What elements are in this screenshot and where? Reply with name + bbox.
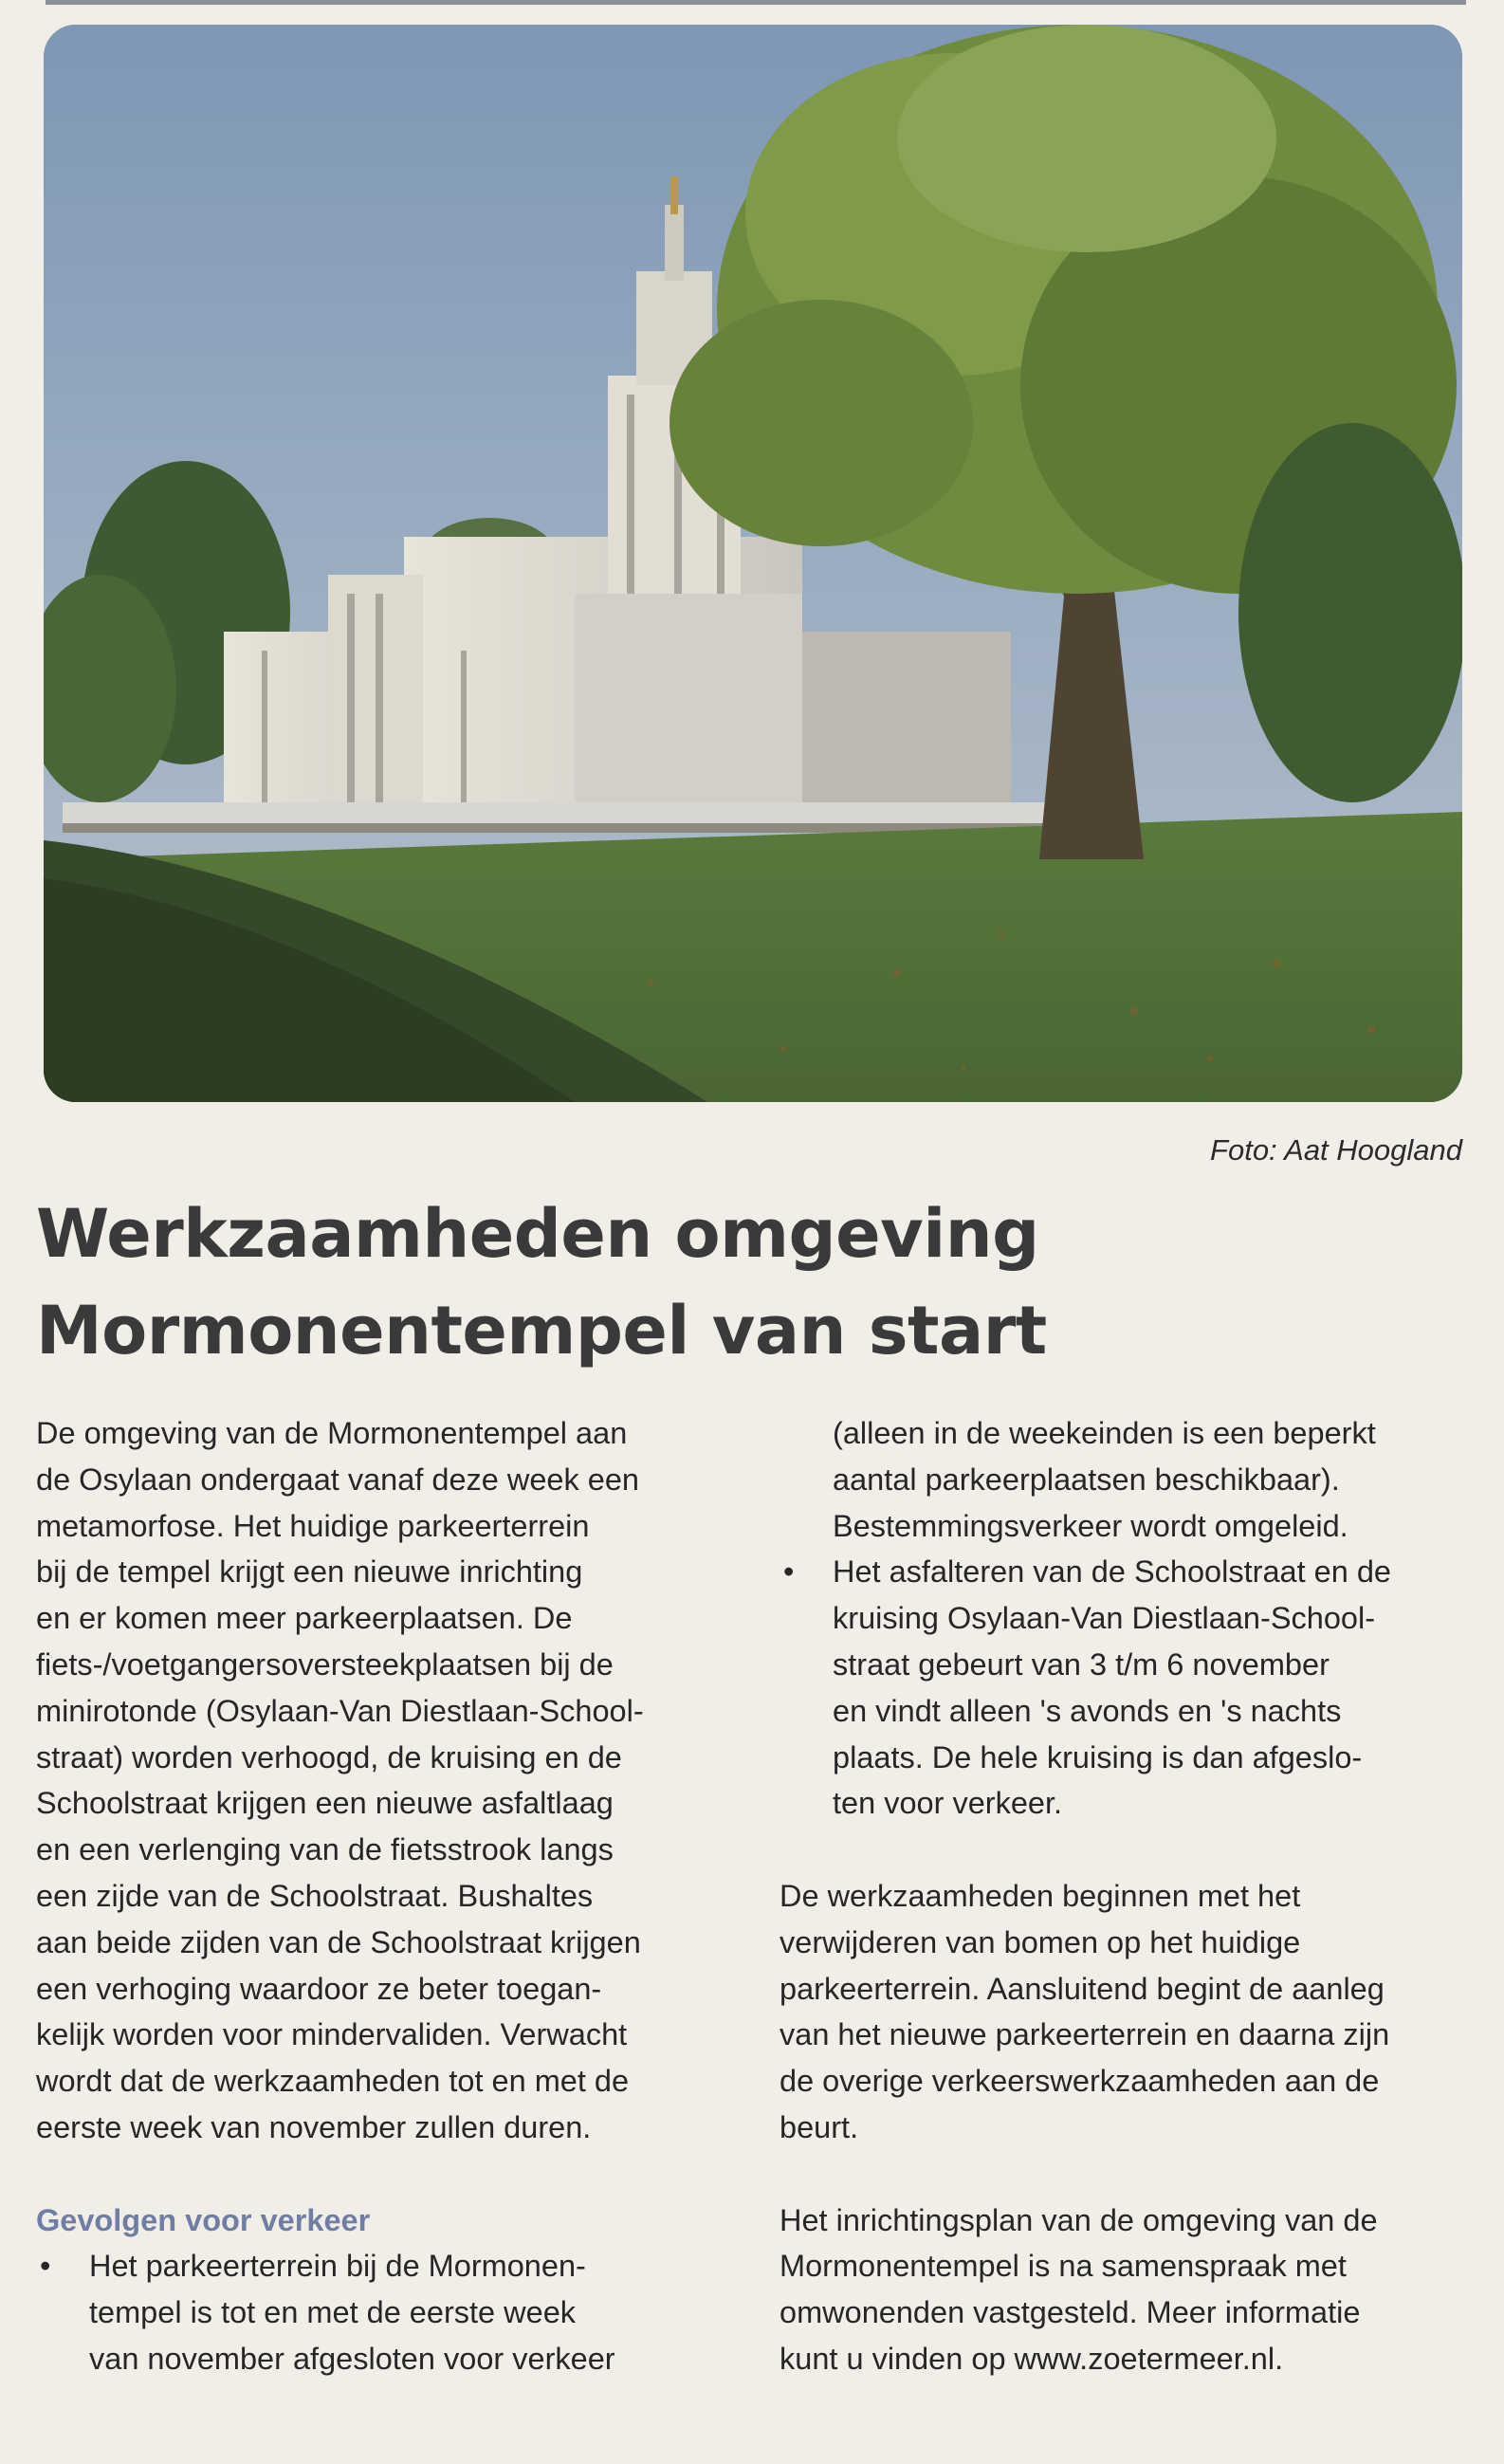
text-line: minirotonde (Osylaan-Van Diestlaan-School-: [36, 1693, 644, 1728]
text-line: kunt u vinden op www.zoetermeer.nl.: [780, 2341, 1284, 2376]
text-line: Schoolstraat krijgen een nieuwe asfaltlaag: [36, 1786, 614, 1821]
bullet-item-parking-continued: [780, 1410, 1467, 1549]
text-line: eerste week van november zullen duren.: [36, 2109, 592, 2144]
text-line: de overige verkeerswerkzaamheden aan de: [780, 2064, 1380, 2099]
text-line: tempel is tot en met de eerste week: [89, 2295, 577, 2330]
text-line: een zijde van de Schoolstraat. Bushaltes: [36, 1878, 594, 1913]
text-line: kelijk worden voor mindervaliden. Verwacht: [36, 2017, 628, 2052]
text-line: beurt.: [780, 2109, 859, 2144]
text-line: een verhoging waardoor ze beter toegan-: [36, 1971, 602, 2006]
text-line: De omgeving van de Mormonentempel aan: [36, 1416, 628, 1450]
headline-line-1: Werkzaamheden omgeving: [36, 1195, 1039, 1273]
text-line: straat) worden verhoogd, de kruising en de: [36, 1739, 622, 1774]
bullet-item-asphalt: [780, 1549, 1467, 1827]
text-line: fiets-/voetgangersoversteekplaatsen bij de: [36, 1646, 614, 1682]
article-column-left: [36, 1410, 740, 2382]
works-paragraph: [780, 1873, 1467, 2151]
text-line: ten voor verkeer.: [833, 1786, 1063, 1821]
photo-credit: Foto: Aat Hoogland: [1210, 1133, 1462, 1167]
text-line: de Osylaan ondergaat vanaf deze week een: [36, 1462, 640, 1497]
bullet-item-parking: [36, 2243, 740, 2381]
text-line: van het nieuwe parkeerterrein en daarna zijn: [780, 2017, 1390, 2052]
bullet-marker: •: [40, 2249, 51, 2284]
temple-photo-illustration: [44, 25, 1462, 1102]
text-line: Het inrichtingsplan van de omgeving van de: [780, 2202, 1378, 2237]
text-line: Het parkeerterrein bij de Mormonen-: [89, 2249, 586, 2284]
text-line: en er komen meer parkeerplaatsen. De: [36, 1601, 573, 1636]
text-line: Mormonentempel is na samenspraak met: [780, 2249, 1347, 2284]
text-line: en een verlenging van de fietsstrook langs: [36, 1832, 614, 1867]
text-line: metamorfose. Het huidige parkeerterrein: [36, 1508, 590, 1543]
text-line: parkeerterrein. Aansluitend begint de aanleg: [780, 1971, 1385, 2006]
article-photo: [44, 25, 1462, 1102]
headline-line-2: Mormonentempel van start: [36, 1292, 1047, 1370]
section-subheading: Gevolgen voor verkeer: [36, 2202, 371, 2237]
article-column-right: [780, 1410, 1467, 2382]
text-line: (alleen in de weekeinden is een beperkt: [833, 1416, 1376, 1450]
text-line: bij de tempel krijgt een nieuwe inrichting: [36, 1554, 583, 1590]
info-paragraph: [780, 2197, 1467, 2382]
text-line: verwijderen van bomen op het huidige: [780, 1924, 1301, 1959]
intro-paragraph: [36, 1410, 740, 2151]
text-line: wordt dat de werkzaamheden tot en met de: [36, 2064, 630, 2099]
bullet-marker: •: [783, 1554, 795, 1590]
text-line: en vindt alleen 's avonds en 's nachts: [833, 1693, 1342, 1728]
text-line: aantal parkeerplaatsen beschikbaar).: [833, 1462, 1340, 1497]
text-line: straat gebeurt van 3 t/m 6 november: [833, 1646, 1330, 1682]
text-line: De werkzaamheden beginnen met het: [780, 1878, 1301, 1913]
text-line: omwonenden vastgesteld. Meer informatie: [780, 2295, 1361, 2330]
article-headline: [36, 1186, 1127, 1379]
text-line: aan beide zijden van de Schoolstraat krijgen: [36, 1924, 641, 1959]
text-line: kruising Osylaan-Van Diestlaan-School-: [833, 1601, 1376, 1636]
text-line: plaats. De hele kruising is dan afgeslo-: [833, 1739, 1363, 1774]
text-line: Bestemmingsverkeer wordt omgeleid.: [833, 1508, 1348, 1543]
text-line: Het asfalteren van de Schoolstraat en de: [833, 1554, 1391, 1590]
text-line: van november afgesloten voor verkeer: [89, 2341, 615, 2376]
top-rule: [46, 0, 1466, 5]
